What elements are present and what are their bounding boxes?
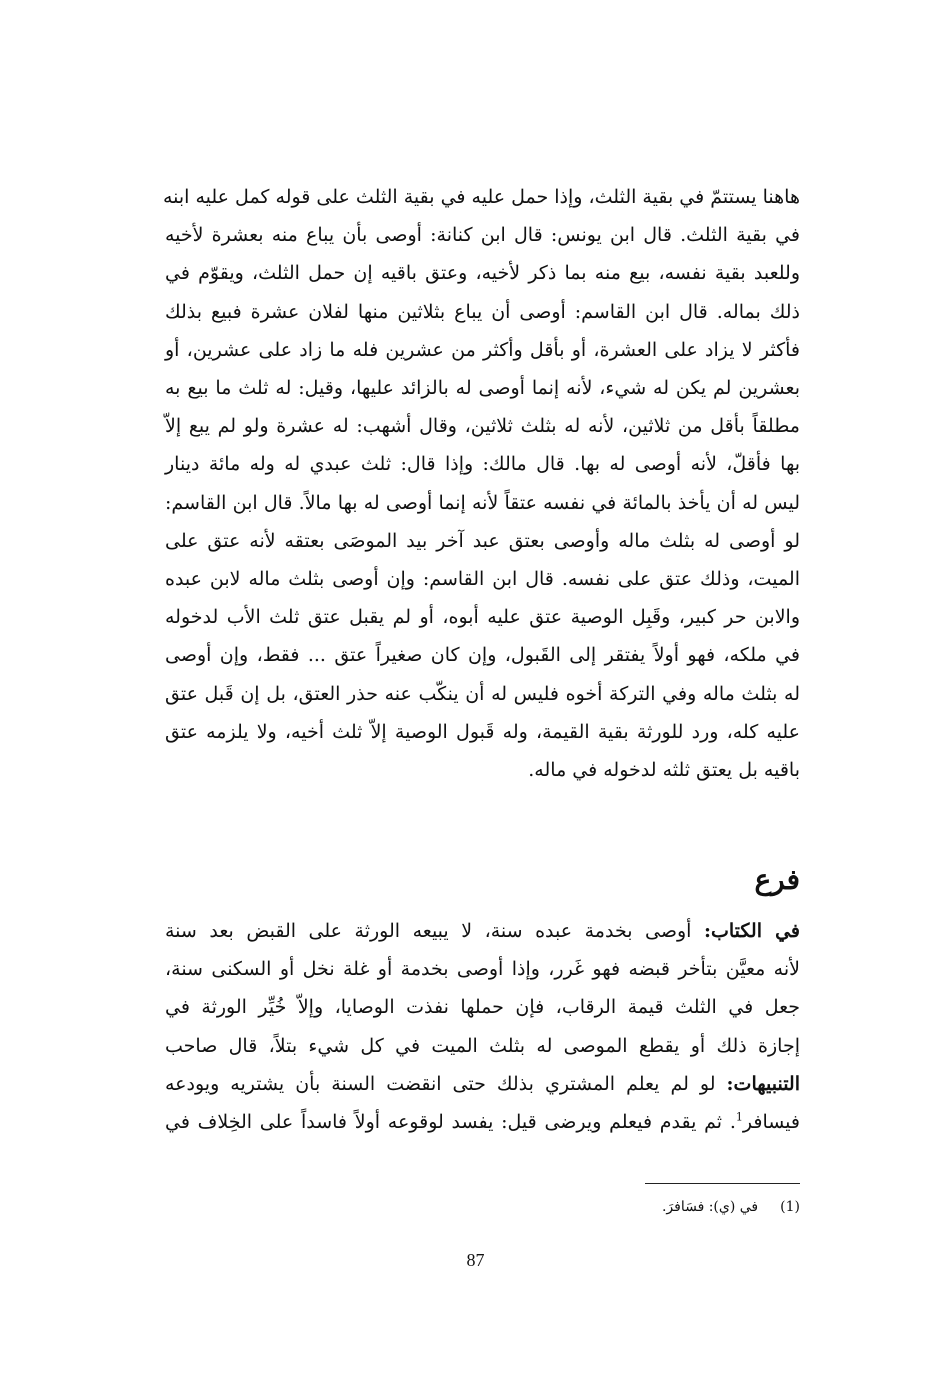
- text-line: له بثلث ماله وفي التركة أخوه فليس له أن ينكّب عنه حذر العتق، بل إن قَبل عتق: [165, 682, 800, 705]
- text-line: [165, 1065, 800, 1103]
- text-line: [165, 1103, 800, 1141]
- text-line: لأنه معيَّن بتأخر قبضه فهو غَرر، وإذا أوصى بخدمة أو غلة نخل أو السكنى سنة،: [165, 958, 800, 981]
- text-line: لو أوصى له بثلث ماله وأوصى بعتق عبد آخر بيد الموصَى بعتقه لأنه عتق على: [165, 529, 800, 552]
- footnote-number: (1): [780, 1199, 800, 1215]
- text-line: باقيه بل يعتق ثلثه لدخوله في ماله.: [528, 759, 800, 782]
- text-run: فيسافر: [742, 1111, 800, 1134]
- text-line: وللعبد بقية نفسه، بيع منه بما ذكر لأخيه، وعتق باقيه إن حمل الثلث، ويقوّم في: [165, 262, 800, 285]
- page-number: 87: [466, 1250, 485, 1270]
- text-line: والابن حر كبير، وقَبِل الوصية عتق عليه أبوه، أو لم يقبل عتق ثلث الأب لدخوله: [165, 606, 800, 629]
- text-line: بها فأقلّ، لأنه أوصى له بها. قال مالك: وإذا قال: ثلث عبدي له وله مائة دينار: [165, 453, 800, 476]
- source-label: التنبيهات:: [726, 1072, 800, 1095]
- text-line: ذلك بماله. قال ابن القاسم: أوصى أن يباع بثلاثين منها لفلان عشرة فبيع بذلك: [165, 300, 800, 323]
- footnote-divider: [645, 1183, 800, 1184]
- section-paragraph: [165, 912, 800, 1141]
- text-run: لو لم يعلم المشتري بذلك حتى انقضت السنة بأن يشتريه ويودعه: [165, 1072, 727, 1095]
- text-line: جعل في الثلث قيمة الرقاب، فإن حملها نفذت الوصايا، وإلاّ خُيِّر الورثة في: [165, 996, 800, 1019]
- footnote-marker[interactable]: 1: [735, 1110, 743, 1124]
- text-line: [165, 912, 800, 950]
- text-line: فأكثر لا يزاد على العشرة، أو بأقل وأكثر من عشرين فله ما زاد على عشرين، أو: [165, 338, 800, 361]
- text-run: . ثم يقدم فيعلم ويرضى قيل: يفسد لوقوعه أولاً فاسداً على الخِلاف في: [165, 1111, 736, 1134]
- section-heading: فرع: [754, 863, 800, 896]
- text-line: إجازة ذلك أو يقطع الموصى له بثلث الميت في كل شيء بتلاً، قال صاحب: [165, 1034, 800, 1057]
- source-label: في الكتاب:: [703, 920, 800, 942]
- text-line: في بقية الثلث. قال ابن يونس: قال ابن كنانة: أوصى بأن يباع منه بعشرة لأخيه: [165, 224, 800, 247]
- main-paragraph: [162, 178, 800, 789]
- text-line: الميت، وذلك عتق على نفسه. قال ابن القاسم: وإن أوصى بثلث ماله لابن عبده: [165, 568, 800, 591]
- text-line: هاهنا يستتمّ في بقية الثلث، وإذا حمل عليه في بقية الثلث على قوله كمل عليه ابنه: [162, 186, 800, 208]
- text-run: أوصى بخدمة عبده سنة، لا يبيعه الورثة على القبض بعد سنة: [165, 920, 704, 942]
- text-line: مطلقاً بأقل من ثلاثين، لأنه له بثلث ثلاثين، وقال أشهب: له عشرة ولو لم يبع إلاّ: [165, 415, 800, 438]
- text-line: في ملكه، فهو أولاً يفتقر إلى القَبول، وإن كان صغيراً عتق ... فقط، وإن أوصى: [165, 644, 800, 667]
- text-line: بعشرين لم يكن له شيء، لأنه إنما أوصى له بالزائد عليها، وقيل: له ثلث ما بيع به: [165, 377, 800, 400]
- footnote-text: في (ي): فسَافرَ.: [661, 1199, 759, 1215]
- footnote: [560, 1196, 800, 1218]
- text-line: ليس له أن يأخذ بالمائة في نفسه عتقاً لأنه إنما أوصى له بها مالاً. قال ابن القاسم:: [165, 491, 800, 514]
- text-line: عليه كله، ورد للورثة بقية القيمة، وله قَبول الوصية إلاّ ثلث أخيه، ولا يلزمه عتق: [165, 720, 800, 743]
